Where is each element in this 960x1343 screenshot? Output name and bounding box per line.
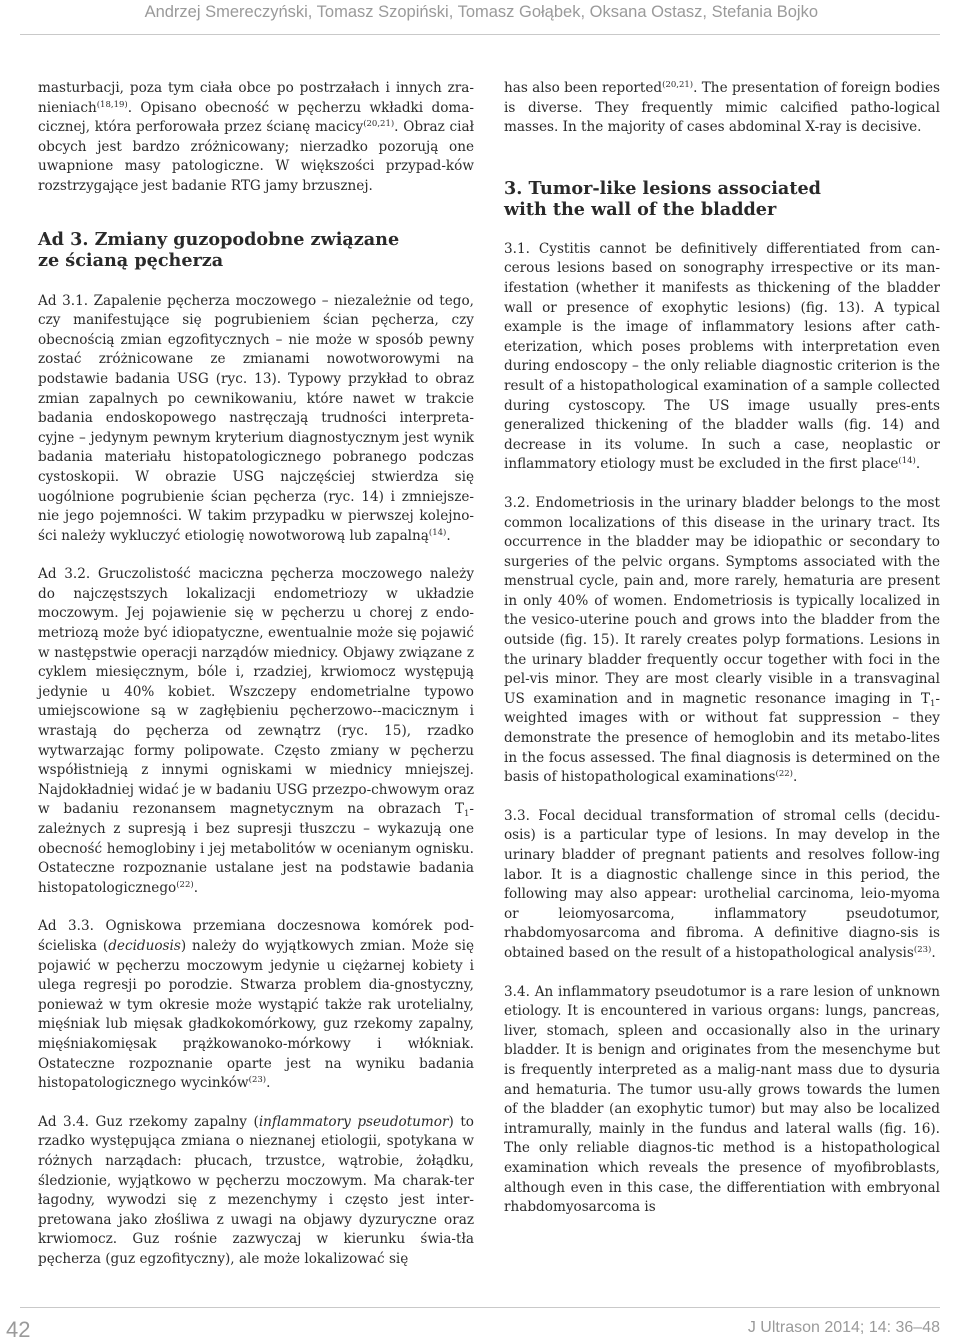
right-section-heading: 3. Tumor-like lesions associated with the wall of the bladder	[504, 177, 821, 220]
header-divider	[20, 34, 940, 35]
left-paragraph-3-2: Ad 3.2. Gruczolistość maciczna pęcherza moczowego należy do najczęstszych lokalizacji endometriozy w układzie moczowym. Jej pojawienie się w pęcherzu u chorej z endo-metriozą może być idiopatyczne, ewentualnie może się pojawić w następstwie operacji narządów miednicy. Objawy związane z cyklem miesięcznym, bóle i, rzadziej, krwiomocz występują jedynie u 40% kobiet. Wszczepy endometrialne typowo umiejscowione są w zagłębieniu pęcherzowo--macicznym i wrastają do pęcherza od zewnątrz (ryc. 15), rzadko wytwarzając formy polipowate. Często zmiany w pęcherzu współistnieją z innymi ogniskami w miednicy mniejszej. Najdokładniej widać je w badaniu USG przezpo-chwowym oraz w badaniu rezonansem magnetycznym na obrazach $T_1$-zależnych z supresją i bez supresji tłuszczu – wykazują one obecność hemoglobiny i jej metabolitów w ocenianym ognisku. Ostateczne rozpoznanie ustalane jest na podstawie badania histopatologicznego$^{(22)}$.	[38, 566, 474, 896]
right-paragraph-3-2: 3.2. Endometriosis in the urinary bladder belongs to the most common localizations of this disease in the urinary tract. Its occurrence in the bladder may be idiopathic or secondary to surgeries of the pelvic organs. Symptoms associated with the menstrual cycle, pain and, more rarely, hematuria are present in only 40% of women. Endometriosis is typically localized in the vesico-uterine pouch and grows into the bladder from the outside (fig. 15). It rarely creates polyp formations. Lesions in the urinary bladder frequently occur together with foci in the pel-vis minor. They are most clearly visible in a transvaginal US examination and in magnetic resonance imaging in $T_1$-weighted images with or without fat suppression – they demonstrate the presence of hemoglobin and its metabo-lites in the focus assessed. The final diagnosis is determined on the basis of histopathological examinations$^{(22)}$.	[504, 494, 940, 786]
running-header	[0, 0, 960, 34]
right-paragraph-3-4: 3.4. An inflammatory pseudotumor is a rare lesion of unknown etiology. It is encountered in various organs: lungs, pancreas, liver, stomach, spleen and occasionally also in the urinary bladder. It is benign and originates from the mesenchyme but is frequently interpreted as a malig-nant mass due to dysuria and hematuria. The tumor usu-ally grows towards the lumen of the bladder (an exophytic tumor) but may also be localized intramurally, mainly in the fundus and lateral walls (fig. 16). The only reliable diagnos-tic method is a histopathological examination which reveals the presence of myofibroblasts, although even in this case, the differentiation with embryonal rhabdomyosarcoma is	[504, 983, 940, 1216]
footer-divider	[20, 1307, 940, 1308]
left-paragraph-3-4: Ad 3.4. Guz rzekomy zapalny (inflammatory pseudotumor) to rzadko występująca zmiana o nieznanej etiologii, spotykana w różnych narządach: płucach, trzustce, wątrobie, żołądku, śledzionie, wyjątkowo w pęcherzu moczowym. Ma charak-ter łagodny, wywodzi się z mezenchymy i często jest inter-pretowana jako złośliwa z uwagi na objawy dyzuryczne oraz krwiomocz. Guz rośnie zazwyczaj w kierunku świa-tła pęcherza (guz egzofityczny), ale może lokalizować się	[38, 1113, 474, 1267]
journal-reference: J Ultrason 2014; 14: 36–48	[747, 1319, 940, 1336]
header-authors: Andrzej Smereczyński, Tomasz Szopiński, Tomasz Gołąbek, Oksana Ostasz, Stefania Bojko	[144, 3, 818, 21]
right-paragraph-3-3: 3.3. Focal decidual transformation of stromal cells (decidu-osis) is a particular type of lesions. In may develop in the urinary bladder of pregnant patients and resolves follow-ing labor. It is a diagnostic challenge since in this period, the following may also appear: urothelial carcinoma, leio-myoma or leiomyosarcoma, inflammatory pseudotumor, rhabdomyosarcoma and fibroma. A definitive diagno-sis is obtained based on the result of a histopathological analysis$^{(23)}$.	[504, 807, 940, 961]
left-column	[38, 79, 474, 1269]
left-paragraph-3-3: Ad 3.3. Ogniskowa przemiana doczesnowa komórek pod-ścieliska (deciduosis) należy do wyjątkowych zmian. Może się pojawić w pęcherzu moczowym jedynie u ciężarnej kobiety i ulega regresji po porodzie. Stwarza problem dia-gnostyczny, ponieważ w tym okresie może wystąpić także rak urotelialny, mięśniak lub mięsak gładkokomórkowy, guz rzekomy zapalny, mięśniakomięsak prążkowanoko-mórkowy i włókniak. Ostateczne rozpoznanie oparte jest na wyniku badania histopatologicznego wycinków$^{(23)}$.	[38, 918, 474, 1092]
page-number: 42	[6, 1317, 31, 1342]
right-column	[504, 79, 940, 1218]
left-paragraph-3-1: Ad 3.1. Zapalenie pęcherza moczowego – niezależnie od tego, czy manifestujące się pogrubieniem ścian pęcherza, czy obecnością zmian egzofitycznych – nie może w sposób pewny zostać zróżnicowane ze zmianami nowotworowymi na podstawie badania USG (ryc. 13). Typowy przykład to obraz zmian zapalnych po cewnikowaniu, które nawet w trakcie badania endoskopowego nastręczają trudności interpreta-cyjne – jedynym pewnym kryterium diagnostycznym jest wynik badania materiału histopatologicznego pobranego podczas cystoskopii. W obrazie USG najczęściej stwierdza się uogólnione pogrubienie ścian pęcherza (ryc. 14) i zmniejsze-nie jego pojemności. W takim przypadku w pierwszej kolejno-ści należy wykluczyć etiologię nowotworową lub zapalną$^{(14)}$.	[38, 292, 474, 544]
left-paragraph-foreign-bodies: masturbacji, poza tym ciała obce po postrzałach i innych zra-nieniach$^{(18,19)}$. Opisano obecność w pęcherzu wkładki doma-cicznej, która perforowała przez ścianę macicy$^{(20,21)}$. Obraz ciał obcych jest bardzo zróżnicowany; nierzadko pozorują one uwapnione masy patologiczne. W większości przypad-ków rozstrzygające jest badanie RTG jamy brzusznej.	[38, 80, 475, 194]
right-paragraph-foreign-bodies: has also been reported$^{(20,21)}$. The presentation of foreign bodies is diverse. They frequently mimic calcified patho-logical masses. In the majority of cases abdominal X-ray is decisive.	[504, 80, 940, 136]
right-paragraph-3-1: 3.1. Cystitis cannot be definitively differentiated from can-cerous lesions based on sonography irrespective or its man-ifestation (whether it manifests as thickening of the bladder wall or presence of exophytic lesions) (fig. 13). A typical example is the image of inflammatory lesions after cath-eterization, which poses problems with interpretation even during endoscopy – the only reliable diagnostic criterion is the result of a histopathological examination of a sample collected during cystoscopy. The US image usually pres-ents generalized thickening of the bladder walls (fig. 14) and decrease in its volume. In such a case, neoplastic or inflammatory etiology must be excluded in the first place$^{(14)}$.	[504, 240, 940, 473]
left-section-heading: Ad 3. Zmiany guzopodobne związane ze ścianą pęcherza	[38, 228, 400, 271]
